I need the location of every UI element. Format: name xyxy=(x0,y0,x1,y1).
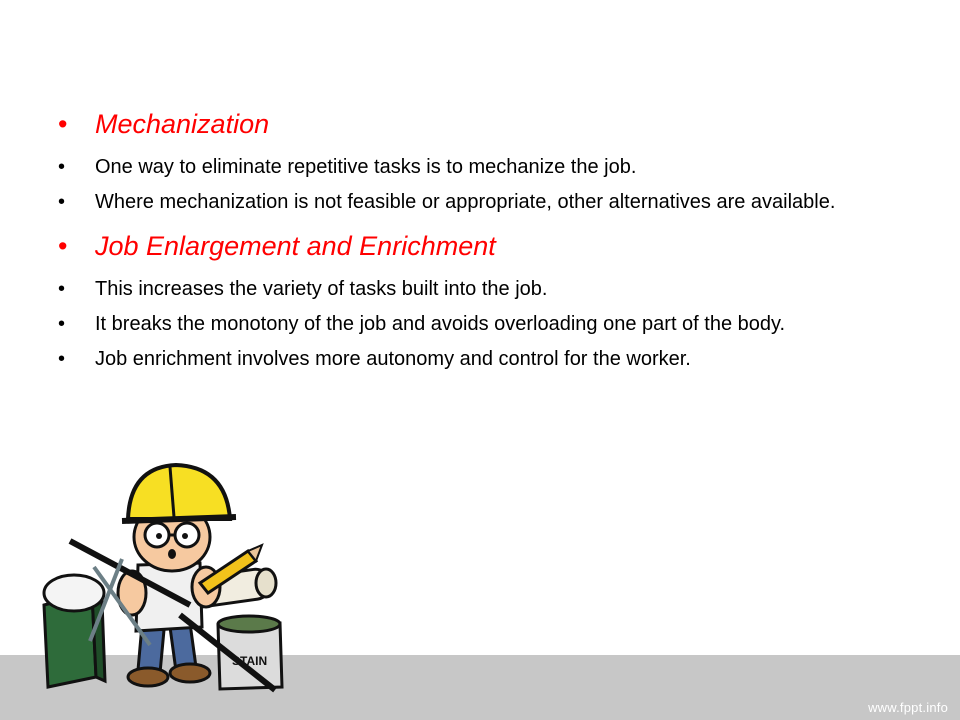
list-item xyxy=(58,189,918,216)
item-text: Job enrichment involves more autonomy and control for the worker. xyxy=(95,348,691,370)
bullet-glyph: • xyxy=(58,109,68,139)
bullet-glyph: • xyxy=(58,231,68,261)
bullet-list xyxy=(58,108,918,381)
heading-text: Mechanization xyxy=(95,109,270,139)
item-text: Where mechanization is not feasible or appropriate, other alternatives are available. xyxy=(95,191,836,213)
section-heading-mechanization xyxy=(58,108,918,140)
bullet-glyph: • xyxy=(58,191,66,213)
bullet-glyph: • xyxy=(58,313,66,335)
item-text: One way to eliminate repetitive tasks is to mechanize the job. xyxy=(95,156,637,178)
bullet-glyph: • xyxy=(58,156,66,178)
section-heading-job-enlargement xyxy=(58,230,918,262)
list-item xyxy=(58,311,918,338)
bullet-glyph: • xyxy=(58,348,66,370)
list-item xyxy=(58,276,918,303)
watermark-text: www.fppt.info xyxy=(868,700,948,715)
list-item xyxy=(58,346,918,373)
list-item xyxy=(58,154,918,181)
item-text: It breaks the monotony of the job and avoids overloading one part of the body. xyxy=(95,313,786,335)
construction-worker-cartoon-icon xyxy=(30,455,330,700)
can-label: STAIN xyxy=(232,654,268,668)
item-text: This increases the variety of tasks built into the job. xyxy=(95,278,548,300)
heading-text: Job Enlargement and Enrichment xyxy=(95,231,496,261)
hard-hat-icon xyxy=(122,465,236,521)
bullet-glyph: • xyxy=(58,278,66,300)
